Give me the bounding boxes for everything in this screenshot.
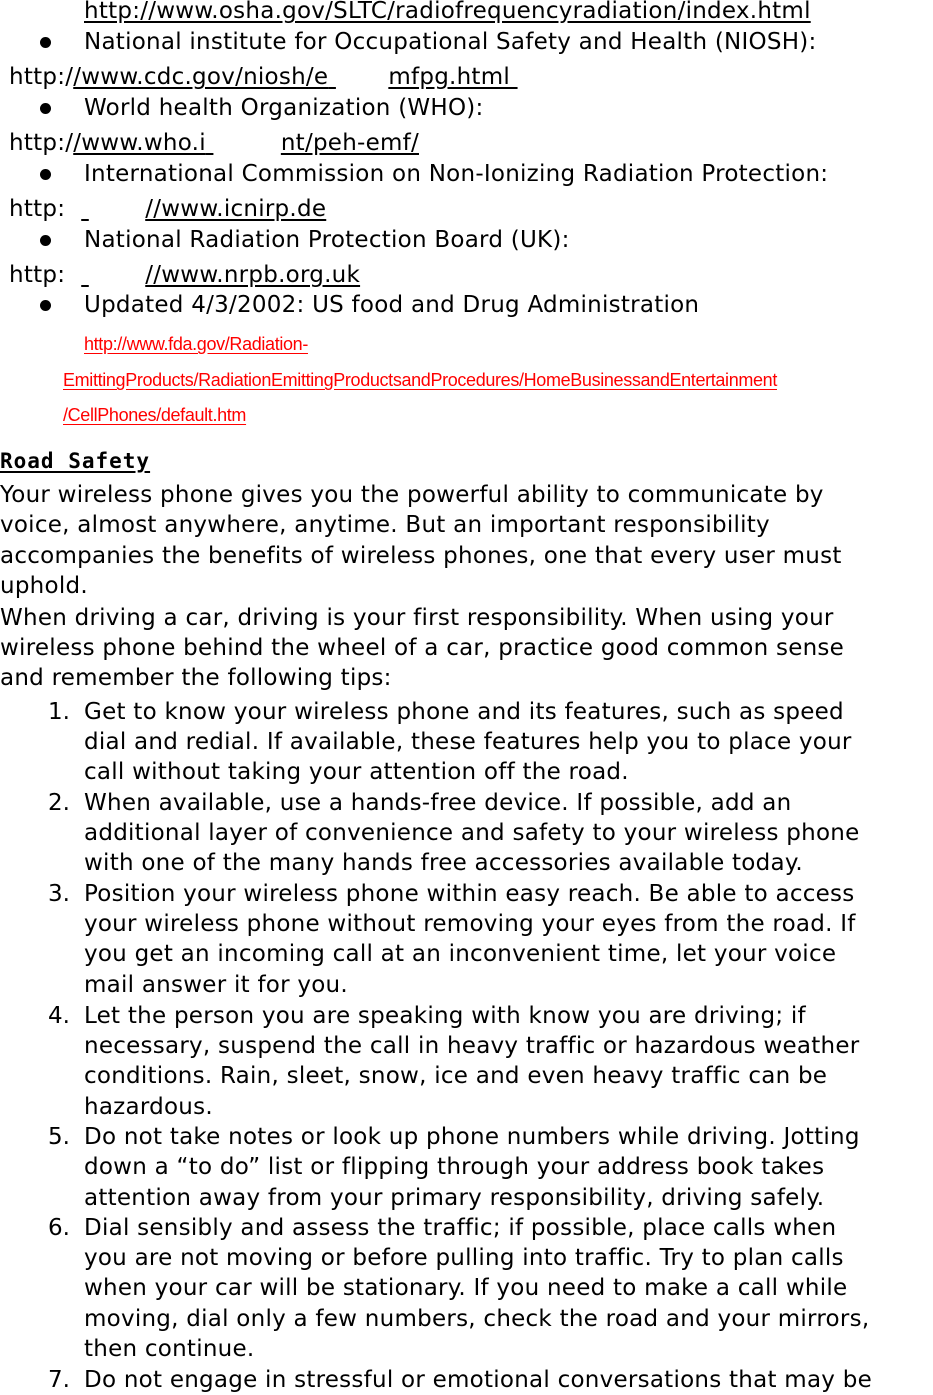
paragraph-line: Your wireless phone gives you the powerful ability to communicate by <box>0 482 824 508</box>
tip-line: When available, use a hands-free device. If possible, add an <box>84 790 792 816</box>
tip-line: when your car will be stationary. If you need to make a call while <box>84 1275 848 1301</box>
fda-link-line-1[interactable]: http://www.fda.gov/Radiation- <box>84 334 308 354</box>
who-url-gap <box>206 128 281 158</box>
icnirp-url: //www.icnirp.de <box>145 196 327 222</box>
tip-line: you are not moving or before pulling into traffic. Try to plan calls <box>84 1245 844 1271</box>
tip-line: your wireless phone without removing your eyes from the road. If <box>84 911 856 937</box>
niosh-url-trailing <box>510 64 518 90</box>
paragraph-line: voice, almost anywhere, anytime. But an important responsibility <box>0 512 770 538</box>
tip-number: 2. <box>48 790 70 816</box>
nrpb-url: //www.nrpb.org.uk <box>145 262 361 288</box>
tip-number: 7. <box>48 1367 70 1393</box>
nrpb-label: National Radiation Protection Board (UK): <box>84 227 570 253</box>
bullet-icon <box>40 37 51 48</box>
paragraph-line: uphold. <box>0 573 88 599</box>
niosh-label: National institute for Occupational Safety and Health (NIOSH): <box>84 29 817 55</box>
tip-line: call without taking your attention off the road. <box>84 759 629 785</box>
who-link[interactable] <box>9 128 419 158</box>
who-url-part-b: nt/peh-emf/ <box>280 130 419 156</box>
niosh-url-part-b: mfpg.html <box>388 64 510 90</box>
tip-line: dial and redial. If available, these features help you to place your <box>84 729 852 755</box>
paragraph-line: wireless phone behind the wheel of a car, practice good common sense <box>0 635 845 661</box>
tip-line: Let the person you are speaking with know you are driving; if <box>84 1003 806 1029</box>
bullet-icon <box>40 235 51 246</box>
icnirp-label: International Commission on Non-Ionizing Radiation Protection: <box>84 161 829 187</box>
tip-line: Do not take notes or look up phone numbers while driving. Jotting <box>84 1124 860 1150</box>
niosh-link[interactable] <box>9 62 518 92</box>
who-prefix: http:/ <box>9 130 74 156</box>
paragraph-line: When driving a car, driving is your first responsibility. When using your <box>0 605 834 631</box>
niosh-url-gap <box>328 62 388 92</box>
tip-line: you get an incoming call at an inconvenient time, let your voice <box>84 941 837 967</box>
tip-line: down a “to do” list or flipping through your address book takes <box>84 1154 825 1180</box>
tip-line: hazardous. <box>84 1094 213 1120</box>
tip-line: conditions. Rain, sleet, snow, ice and even heavy traffic can be <box>84 1063 828 1089</box>
nrpb-link[interactable] <box>9 260 360 290</box>
tip-line: with one of the many hands free accessories available today. <box>84 850 803 876</box>
tip-number: 4. <box>48 1003 70 1029</box>
bullet-icon <box>40 103 51 114</box>
tip-line: then continue. <box>84 1336 255 1362</box>
tip-line: Do not engage in stressful or emotional conversations that may be <box>84 1367 872 1393</box>
icnirp-prefix: http: <box>9 196 66 222</box>
niosh-url-part-a: /www.cdc.gov/niosh/e <box>73 64 329 90</box>
tip-line: moving, dial only a few numbers, check the road and your mirrors, <box>84 1306 870 1332</box>
niosh-prefix: http:/ <box>9 64 74 90</box>
nrpb-prefix: http: <box>9 262 66 288</box>
nrpb-url-gap <box>81 260 145 290</box>
tip-line: Get to know your wireless phone and its features, such as speed <box>84 699 844 725</box>
tip-number: 6. <box>48 1215 70 1241</box>
tip-line: mail answer it for you. <box>84 972 348 998</box>
osha-link[interactable]: http://www.osha.gov/SLTC/radiofrequencyradiation/index.html <box>84 0 811 24</box>
paragraph-line: accompanies the benefits of wireless phones, one that every user must <box>0 543 842 569</box>
tip-number: 5. <box>48 1124 70 1150</box>
tip-line: Dial sensibly and assess the traffic; if possible, place calls when <box>84 1215 837 1241</box>
fda-link-line-2[interactable]: EmittingProducts/RadiationEmittingProductsandProcedures/HomeBusinessandEntertainment <box>63 370 777 390</box>
tip-number: 1. <box>48 699 70 725</box>
fda-link-line-3[interactable]: /CellPhones/default.htm <box>63 405 247 425</box>
bullet-icon <box>40 169 51 180</box>
tip-number: 3. <box>48 881 70 907</box>
who-label: World health Organization (WHO): <box>84 95 484 121</box>
paragraph-line: and remember the following tips: <box>0 665 392 691</box>
icnirp-link[interactable] <box>9 194 326 224</box>
who-url-part-a: /www.who.i <box>73 130 206 156</box>
fda-label: Updated 4/3/2002: US food and Drug Administration <box>84 292 700 318</box>
section-heading: Road Safety <box>0 449 151 473</box>
icnirp-url-gap <box>81 194 145 224</box>
bullet-icon <box>40 300 51 311</box>
tip-line: additional layer of convenience and safety to your wireless phone <box>84 820 860 846</box>
tip-line: necessary, suspend the call in heavy traffic or hazardous weather <box>84 1033 860 1059</box>
tip-line: attention away from your primary responsibility, driving safely. <box>84 1185 825 1211</box>
tip-line: Position your wireless phone within easy reach. Be able to access <box>84 881 855 907</box>
